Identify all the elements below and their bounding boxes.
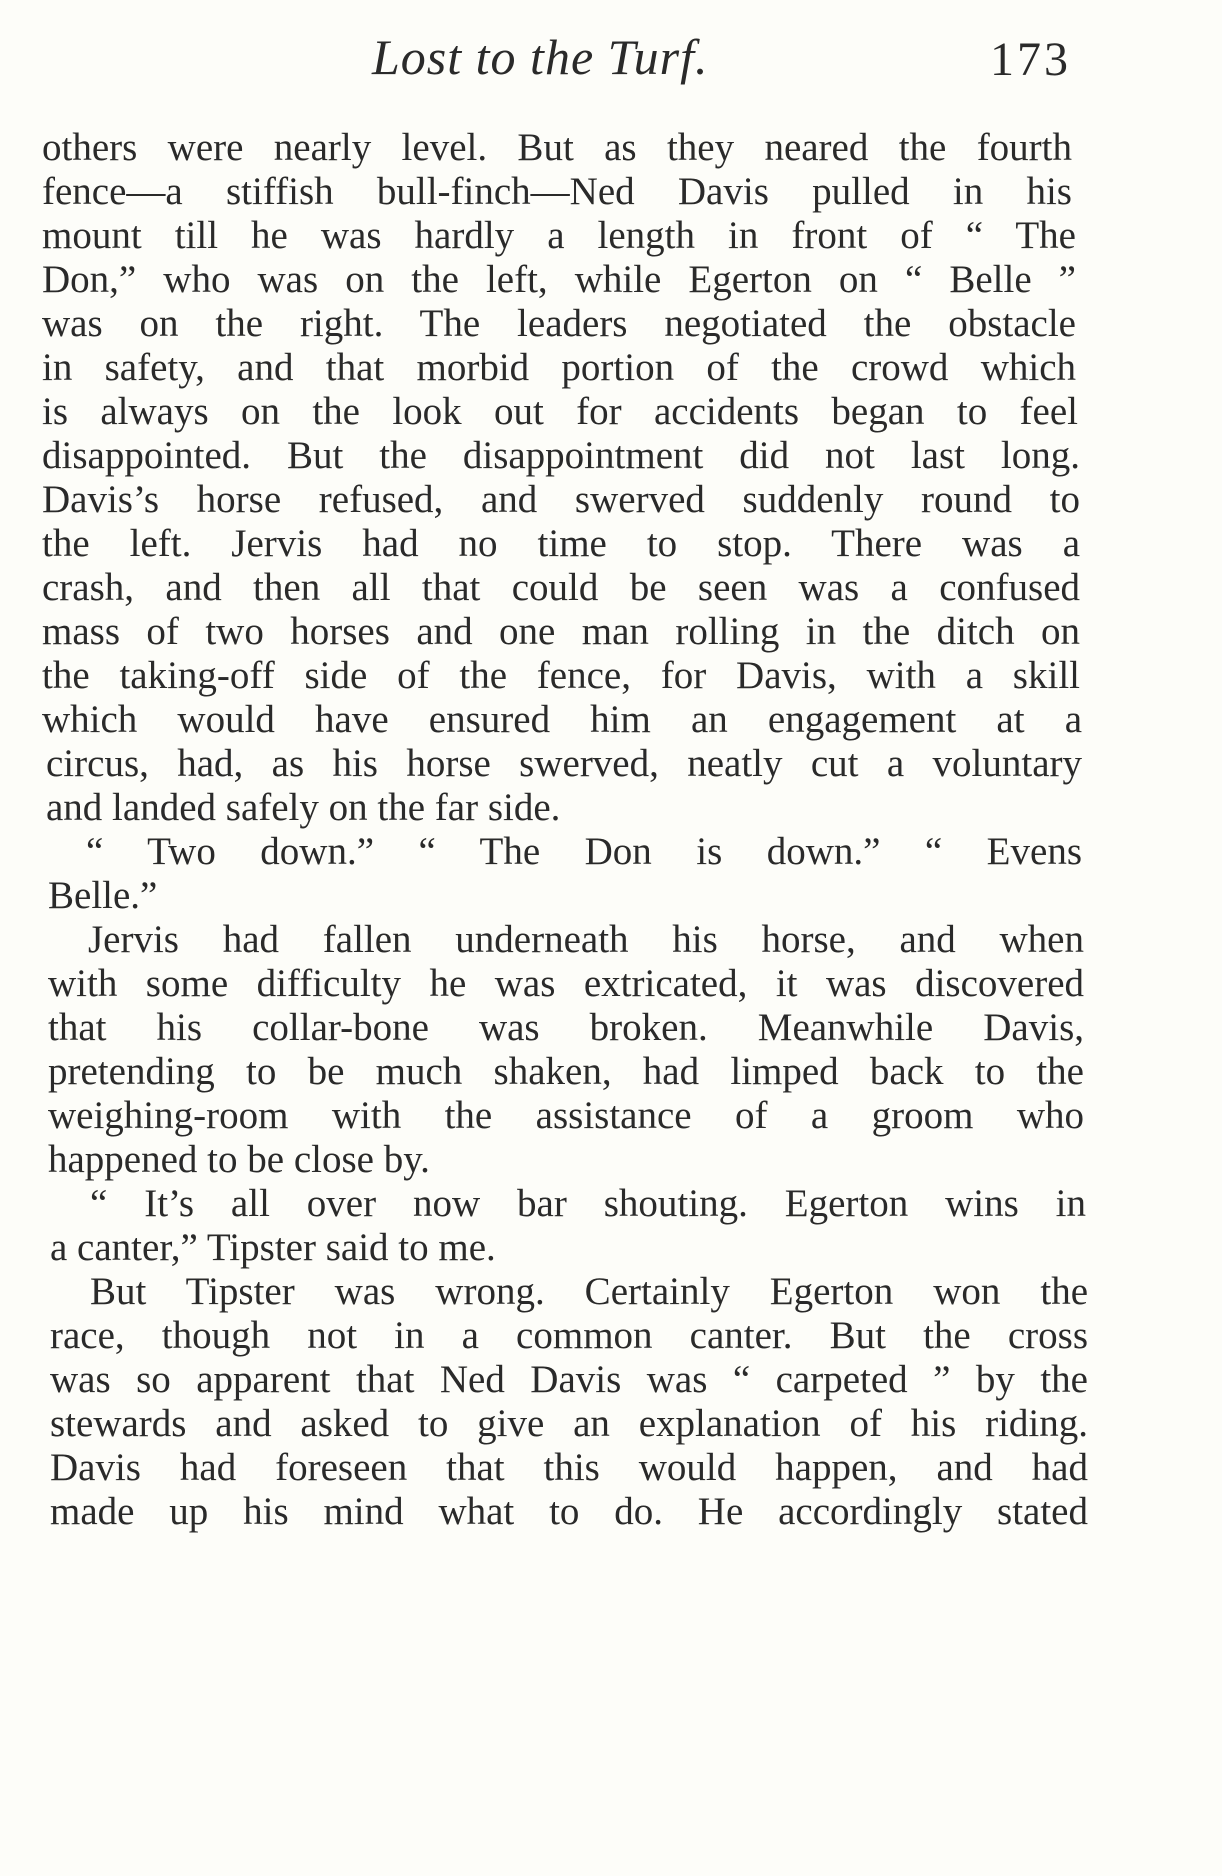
text-line: But Tipster was wrong. Certainly Egerton won the <box>90 1270 1088 1313</box>
text-line: “ It’s all over now bar shouting. Egerton wins in <box>90 1182 1086 1225</box>
text-line: and landed safely on the far side. <box>46 786 561 829</box>
text-line: stewards and asked to give an explanation of his riding. <box>50 1402 1088 1445</box>
text-line: in safety, and that morbid portion of the crowd which <box>42 346 1076 389</box>
running-title: Lost to the Turf. <box>372 29 709 85</box>
text-line: circus, had, as his horse swerved, neatly cut a voluntary <box>46 742 1082 785</box>
text-line: the left. Jervis had no time to stop. There was a <box>42 522 1080 565</box>
text-line: Davis’s horse refused, and swerved suddenly round to <box>42 478 1080 521</box>
text-line: pretending to be much shaken, had limped back to the <box>48 1050 1084 1093</box>
text-line: Jervis had fallen underneath his horse, and when <box>88 918 1084 961</box>
text-line: happened to be close by. <box>48 1138 430 1181</box>
text-line: mount till he was hardly a length in front of “ The <box>42 214 1076 257</box>
text-line: “ Two down.” “ The Don is down.” “ Evens <box>86 830 1082 873</box>
text-line: weighing-room with the assistance of a groom who <box>48 1094 1084 1137</box>
text-line: is always on the look out for accidents began to feel <box>42 390 1078 433</box>
text-line: the taking-off side of the fence, for Davis, with a skill <box>42 654 1080 697</box>
text-line: fence—a stiffish bull-finch—Ned Davis pulled in his <box>42 170 1072 213</box>
text-line: Belle.” <box>48 874 158 917</box>
text-line: others were nearly level. But as they neared the fourth <box>42 126 1072 169</box>
text-line: Davis had foreseen that this would happen, and had <box>50 1446 1088 1489</box>
text-line: that his collar-bone was broken. Meanwhile Davis, <box>48 1006 1084 1049</box>
text-line: with some difficulty he was extricated, it was discovered <box>48 962 1084 1005</box>
text-line: was on the right. The leaders negotiated the obstacle <box>42 302 1076 345</box>
text-line: which would have ensured him an engagement at a <box>42 698 1082 741</box>
text-line: mass of two horses and one man rolling in the ditch on <box>42 610 1080 653</box>
page-header <box>0 28 1222 98</box>
text-line: race, though not in a common canter. But the cross <box>50 1314 1088 1357</box>
text-line: Don,” who was on the left, while Egerton on “ Belle ” <box>42 258 1076 301</box>
text-line: was so apparent that Ned Davis was “ carpeted ” by the <box>50 1358 1088 1401</box>
text-line: crash, and then all that could be seen was a confused <box>42 566 1080 609</box>
text-line: a canter,” Tipster said to me. <box>50 1226 496 1269</box>
page-number: 173 <box>990 33 1071 86</box>
text-line: made up his mind what to do. He accordingly stated <box>50 1490 1088 1533</box>
text-line: disappointed. But the disappointment did not last long. <box>42 434 1080 477</box>
